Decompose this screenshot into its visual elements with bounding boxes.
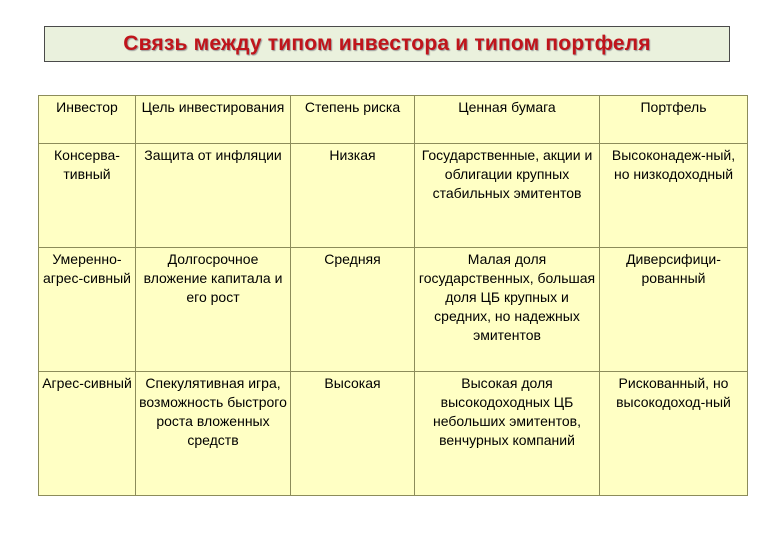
header-security: Ценная бумага <box>415 96 600 144</box>
cell-portfolio: Рискованный, но высокодоход-ный <box>600 372 748 496</box>
investor-portfolio-table <box>38 95 748 496</box>
cell-investor: Агрес-сивный <box>39 372 136 496</box>
cell-portfolio: Высоконадеж-ный, но низкодоходный <box>600 144 748 248</box>
cell-security: Малая доля государственных, большая доля ЦБ крупных и средних, но надежных эмитентов <box>415 248 600 372</box>
cell-security: Высокая доля высокодоходных ЦБ небольших эмитентов, венчурных компаний <box>415 372 600 496</box>
cell-investor: Консерва-тивный <box>39 144 136 248</box>
title-box <box>44 26 730 62</box>
cell-risk: Низкая <box>291 144 415 248</box>
cell-goal: Спекулятивная игра, возможность быстрого роста вложенных средств <box>136 372 291 496</box>
table-row <box>39 248 748 372</box>
cell-portfolio: Диверсифици-рованный <box>600 248 748 372</box>
header-investor: Инвестор <box>39 96 136 144</box>
table-header-row <box>39 96 748 144</box>
table-row <box>39 372 748 496</box>
cell-risk: Высокая <box>291 372 415 496</box>
page-title: Связь между типом инвестора и типом портфеля <box>123 32 651 55</box>
header-goal: Цель инвестирования <box>136 96 291 144</box>
cell-risk: Средняя <box>291 248 415 372</box>
cell-goal: Долгосрочное вложение капитала и его рост <box>136 248 291 372</box>
cell-security: Государственные, акции и облигации крупных стабильных эмитентов <box>415 144 600 248</box>
cell-goal: Защита от инфляции <box>136 144 291 248</box>
header-risk: Степень риска <box>291 96 415 144</box>
cell-investor: Умеренно-агрес-сивный <box>39 248 136 372</box>
table-row <box>39 144 748 248</box>
header-portfolio: Портфель <box>600 96 748 144</box>
